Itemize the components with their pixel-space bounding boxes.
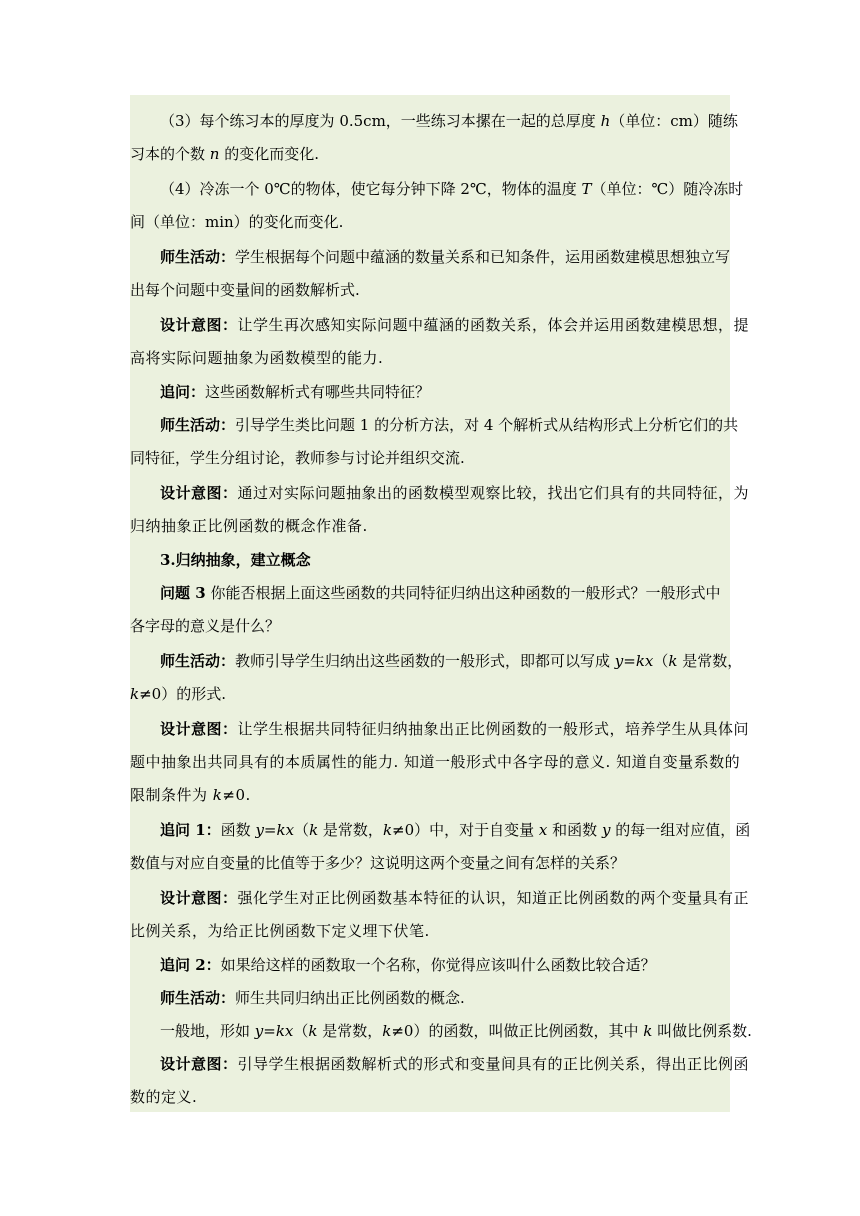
followup-label: 追问 2： [160,956,221,974]
paragraph-design-intent: 设计意图：让学生根据共同特征归纳抽象出正比例函数的一般形式，培养学生从具体问 题中抽象出共同具有的本质属性的能力. 知道一般形式中各字母的意义. 知道自变量系数的 限制条件为 k≠0. [130,720,750,804]
design-label: 设计意图： [160,720,238,738]
paragraph-design-intent: 设计意图：强化学生对正比例函数基本特征的认识，知道正比例函数的两个变量具有正 比例关系，为给正比例函数下定义埋下伏笔. [130,889,750,940]
activity-label: 师生活动： [160,989,236,1007]
paragraph-follow-up-question: 追问：这些函数解析式有哪些共同特征？ [160,383,431,401]
activity-label: 师生活动： [160,416,236,434]
paragraph-teacher-student-activity: 师生活动：学生根据每个问题中蕴涵的数量关系和已知条件，运用函数建模思想独立写 出每个问题中变量间的函数解析式. [130,248,731,299]
paragraph-design-intent: 设计意图：通过对实际问题抽象出的函数模型观察比较，找出它们具有的共同特征，为 归纳抽象正比例函数的概念作准备. [130,484,750,535]
design-label: 设计意图： [160,1055,238,1073]
paragraph-question-3: 问题 3 你能否根据上面这些函数的共同特征归纳出这种函数的一般形式？一般形式中 各字母的意义是什么？ [130,584,721,635]
paragraph-definition: 一般地，形如 y=kx（k 是常数，k≠0）的函数，叫做正比例函数，其中 k 叫做比例系数. [160,1022,752,1040]
activity-label: 师生活动： [160,248,236,266]
activity-label: 师生活动： [160,652,236,670]
paragraph-teacher-student-activity: 师生活动：引导学生类比问题 1 的分析方法，对 4 个解析式从结构形式上分析它们的共 同特征，学生分组讨论，教师参与讨论并组织交流. [130,416,739,467]
design-label: 设计意图： [160,484,238,502]
followup-label: 追问： [160,383,206,401]
section-heading: 3.归纳抽象，建立概念 [160,551,311,569]
paragraph-teacher-student-activity: 师生活动：师生共同归纳出正比例函数的概念. [160,989,465,1007]
design-label: 设计意图： [160,889,238,907]
lesson-plan-section [130,95,752,1112]
question-label: 问题 3 [160,584,206,602]
paragraph-follow-up-1: 追问 1：函数 y=kx（k 是常数，k≠0）中，对于自变量 x 和函数 y 的每一组对应值，函 数值与对应自变量的比值等于多少？这说明这两个变量之间有怎样的关系？ [130,821,751,872]
paragraph-design-intent: 设计意图：让学生再次感知实际问题中蕴涵的函数关系，体会并运用函数建模思想，提 高将实际问题抽象为函数模型的能力. [130,316,750,367]
followup-label: 追问 1： [160,821,221,839]
paragraph-design-intent: 设计意图：引导学生根据函数解析式的形式和变量间具有的正比例关系，得出正比例函 数的定义. [130,1055,750,1106]
paragraph-example-4: （4）冷冻一个 0℃的物体，使它每分钟下降 2℃，物体的温度 T（单位：℃）随冷冻时 间（单位：min）的变化而变化. [130,180,744,231]
paragraph-follow-up-2: 追问 2：如果给这样的函数取一个名称，你觉得应该叫什么函数比较合适？ [160,956,656,974]
paragraph-example-3: （3）每个练习本的厚度为 0.5cm，一些练习本摞在一起的总厚度 h（单位：cm）随练 习本的个数 n 的变化而变化. [130,112,738,163]
design-label: 设计意图： [160,316,238,334]
paragraph-teacher-student-activity: 师生活动：教师引导学生归纳出这些函数的一般形式，即都可以写成 y=kx（k 是常数， k≠0）的形式. [130,652,743,703]
